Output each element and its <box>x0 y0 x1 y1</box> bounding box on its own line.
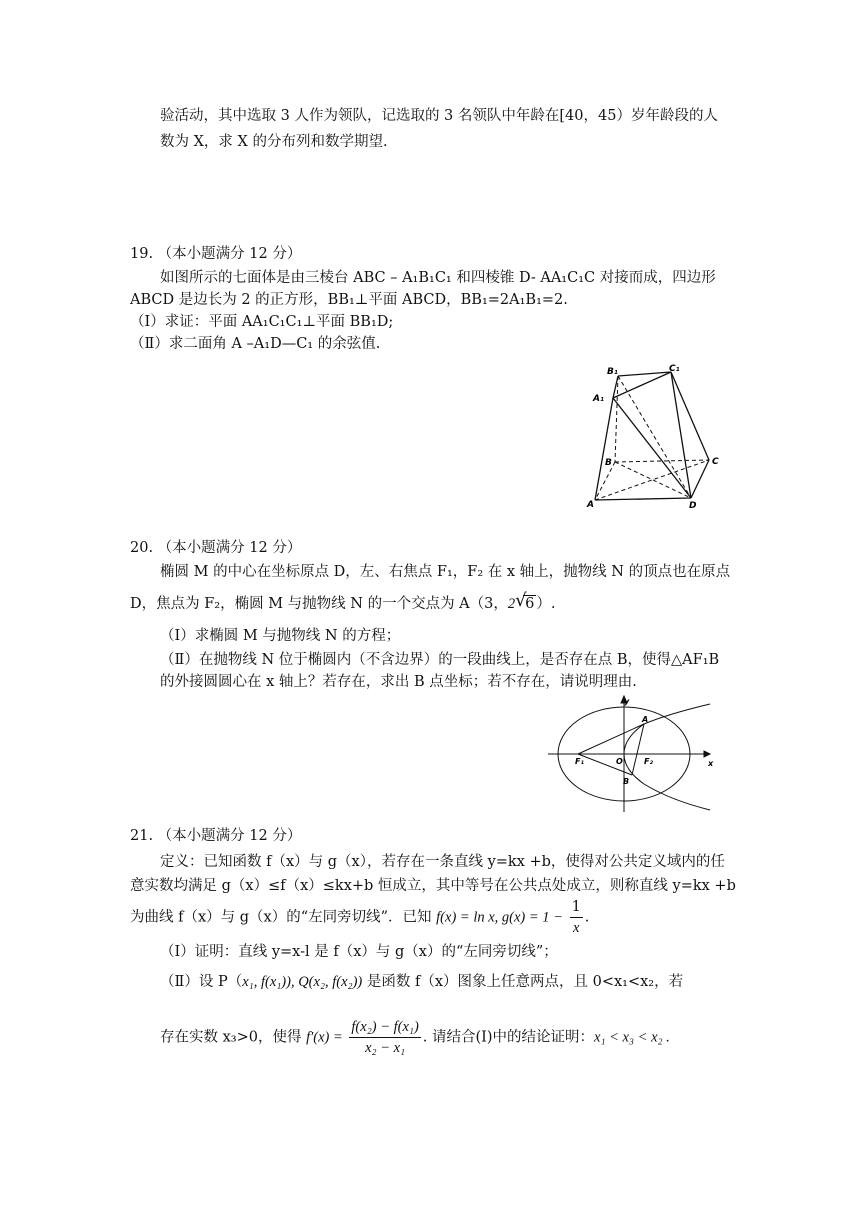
q20-line2-pre: D，焦点为 F₂，椭圆 M 与抛物线 N 的一个交点为 A（3， <box>130 596 508 612</box>
q18-line1: 验活动，其中选取 3 人作为领队，记选取的 3 名领队中年龄在[40，45）岁年龄段的人 <box>160 108 718 124</box>
q20-part2-line2: 的外接圆圆心在 x 轴上？若存在，求出 B 点坐标；若不存在，请说明理由. <box>160 674 637 690</box>
q21-last-num: f(x₂) − f(x₁) <box>349 1017 420 1038</box>
q20-line1: 椭圆 M 的中心在坐标原点 D，左、右焦点 F₁，F₂ 在 x 轴上，抛物线 N 的顶点也在原点 <box>160 564 731 580</box>
q21-last-den: x₂ − x₁ <box>365 1040 406 1056</box>
q21-header: 21. （本小题满分 12 分） <box>130 828 302 844</box>
q21-line3-math: f(x) = ln x, g(x) = 1 − <box>436 909 563 926</box>
q21-last-lhs: f′(x) = <box>306 1029 343 1046</box>
ellipse-parabola-figure <box>548 692 730 814</box>
fig19-label-d: D <box>689 501 697 511</box>
q21-line3-fraction <box>570 897 583 938</box>
q21-part1: （I）证明：直线 y=x-l 是 f（x）与 g（x）的“左同旁切线”； <box>160 944 558 960</box>
q21-line1: 定义：已知函数 f（x）与 g（x），若存在一条直线 y=kx +b，使得对公共定义域内的任 <box>160 854 725 870</box>
fig20-label-y: y <box>624 697 630 706</box>
fig19-label-c1: C₁ <box>669 364 680 374</box>
fig19-label-c: C <box>712 457 719 467</box>
q20-line2-post: ）. <box>536 596 556 612</box>
q20-part2-line1: （Ⅱ）在抛物线 N 位于椭圆内（不含边界）的一段曲线上，是否存在点 B，使得△AF₁B <box>160 652 720 668</box>
q21-line3-pre: 为曲线 f（x）与 g（x）的“左同旁切线”．已知 <box>130 909 432 926</box>
q21-last-pre: 存在实数 x₃>0，使得 <box>160 1029 302 1046</box>
fig20-label-a: A <box>642 715 649 724</box>
q21-line3 <box>130 897 589 938</box>
fig20-label-x: x <box>708 759 714 768</box>
fig20-label-f1: F₁ <box>575 757 584 766</box>
q21-last-fraction <box>349 1017 420 1058</box>
q19-line2: ABCD 是边长为 2 的正方形，BB₁⊥平面 ABCD，BB₁=2A₁B₁=2. <box>130 292 568 308</box>
q19-header: 19. （本小题满分 12 分） <box>130 246 302 262</box>
fig20-label-f2: F₂ <box>644 757 653 766</box>
q21-part2 <box>160 972 683 992</box>
q21-last-ineq: x₁ < x₃ < x₂ . <box>594 1029 670 1046</box>
q21-line3-frac-den: x <box>572 920 580 936</box>
fig19-label-b: B <box>605 458 612 468</box>
q21-part2-pre: （Ⅱ）设 P（ <box>160 974 243 990</box>
q21-line2: 意实数均满足 g（x）≤f（x）≤kx+b 恒成立，其中等号在公共点处成立，则称直线 y=kx +b <box>130 878 736 894</box>
q20-part1: （I）求椭圆 M 与抛物线 N 的方程； <box>160 628 401 644</box>
q21-line-last <box>160 1017 670 1058</box>
q21-line3-end: . <box>584 909 590 926</box>
q20-line2-rad: 6 <box>525 596 535 612</box>
q19-line1: 如图所示的七面体是由三棱台 ABC – A₁B₁C₁ 和四棱锥 D- AA₁C₁C 对接而成，四边形 <box>160 270 716 286</box>
q21-last-mid: . 请结合(I)中的结论证明： <box>422 1029 595 1046</box>
q19-part2: （Ⅱ）求二面角 A –A₁D—C₁ 的余弦值. <box>130 336 381 352</box>
q21-part2-post: 是函数 f（x）图象上任意两点，且 0<x₁<x₂，若 <box>362 974 684 990</box>
q21-line3-frac-num: 1 <box>570 897 583 918</box>
q19-part1: （I）求证：平面 AA₁C₁C₁⊥平面 BB₁D; <box>130 314 394 330</box>
fig19-label-a: A <box>587 500 594 510</box>
fig19-label-b1: B₁ <box>607 367 618 377</box>
fig20-label-o: O <box>616 757 623 766</box>
q20-line2-coef: 2 <box>507 596 516 612</box>
q20-line2 <box>130 590 556 614</box>
fig19-label-a1: A₁ <box>593 394 604 404</box>
q21-part2-math: x₁, f(x₁)), Q(x₂, f(x₂)) <box>242 974 363 990</box>
q18-line2: 数为 X，求 X 的分布列和数学期望. <box>160 134 388 150</box>
fig20-label-b: B <box>623 777 630 786</box>
heptahedron-figure <box>585 362 725 512</box>
q20-sqrt: √ 6 <box>515 590 535 612</box>
q20-header: 20. （本小题满分 12 分） <box>130 540 302 556</box>
